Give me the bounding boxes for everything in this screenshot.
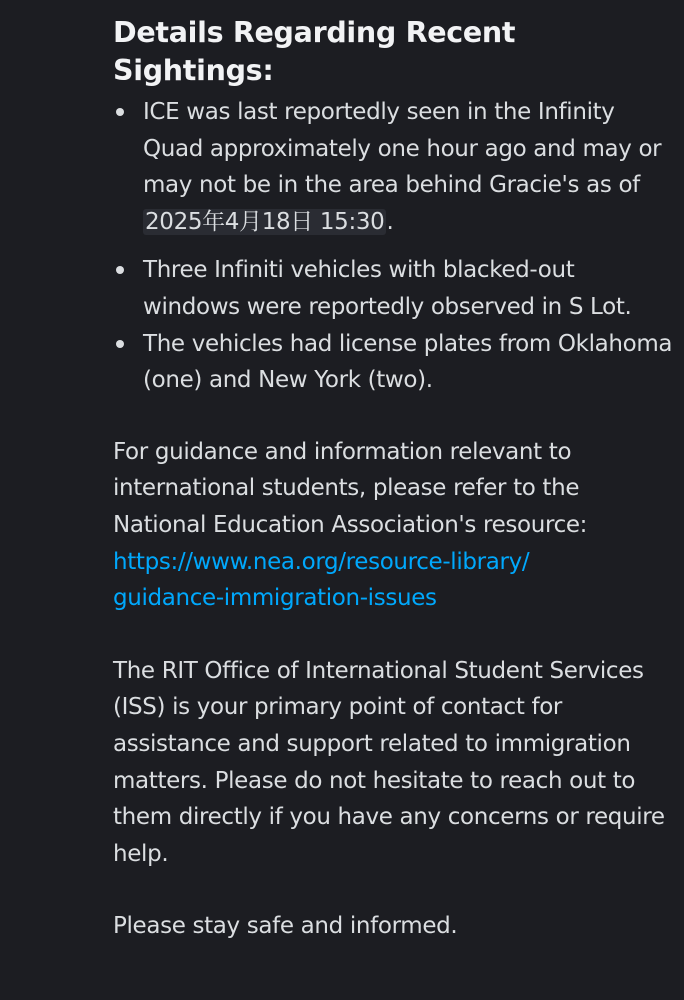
bullet-icon [116, 340, 124, 348]
guidance-paragraph [113, 434, 673, 617]
closing-line: Please stay safe and informed. [113, 913, 458, 940]
guidance-text: For guidance and information relevant to international students, please refer to the National Education Association's resource: [113, 438, 588, 538]
list-item-sighting-3 [113, 326, 673, 399]
message-body [113, 14, 673, 945]
bullet-text-end: . [386, 208, 394, 235]
message-heading: Details Regarding Recent Sightings: [113, 16, 516, 87]
bullet-icon [116, 266, 124, 274]
link-line-1[interactable]: https://www.nea.org/resource-library/ [113, 548, 530, 575]
bullet-text: The vehicles had license plates from Oklahoma (one) and New York (two). [143, 330, 673, 394]
list-item-sighting-2 [113, 252, 673, 325]
bullet-text: ICE was last reportedly seen in the Infinity Quad approximately one hour ago and may or may not be in the area behind Gracie's as of [143, 99, 662, 199]
list-item-sighting-1 [113, 94, 673, 240]
timestamp[interactable]: 2025年4月18日 15:30 [145, 208, 385, 235]
iss-paragraph: The RIT Office of International Student Services (ISS) is your primary point of contact for assistance and support related to immigration matters. Please do not hesitate to reach out to them directly if you have any concerns or require help. [113, 657, 665, 867]
bullet-icon [116, 108, 124, 116]
bullet-text: Three Infiniti vehicles with blacked-out windows were reportedly observed in S Lot. [143, 257, 632, 320]
link-line-2[interactable]: guidance-immigration-issues [113, 585, 437, 612]
sightings-list [113, 94, 673, 399]
nea-resource-link[interactable] [113, 544, 673, 617]
